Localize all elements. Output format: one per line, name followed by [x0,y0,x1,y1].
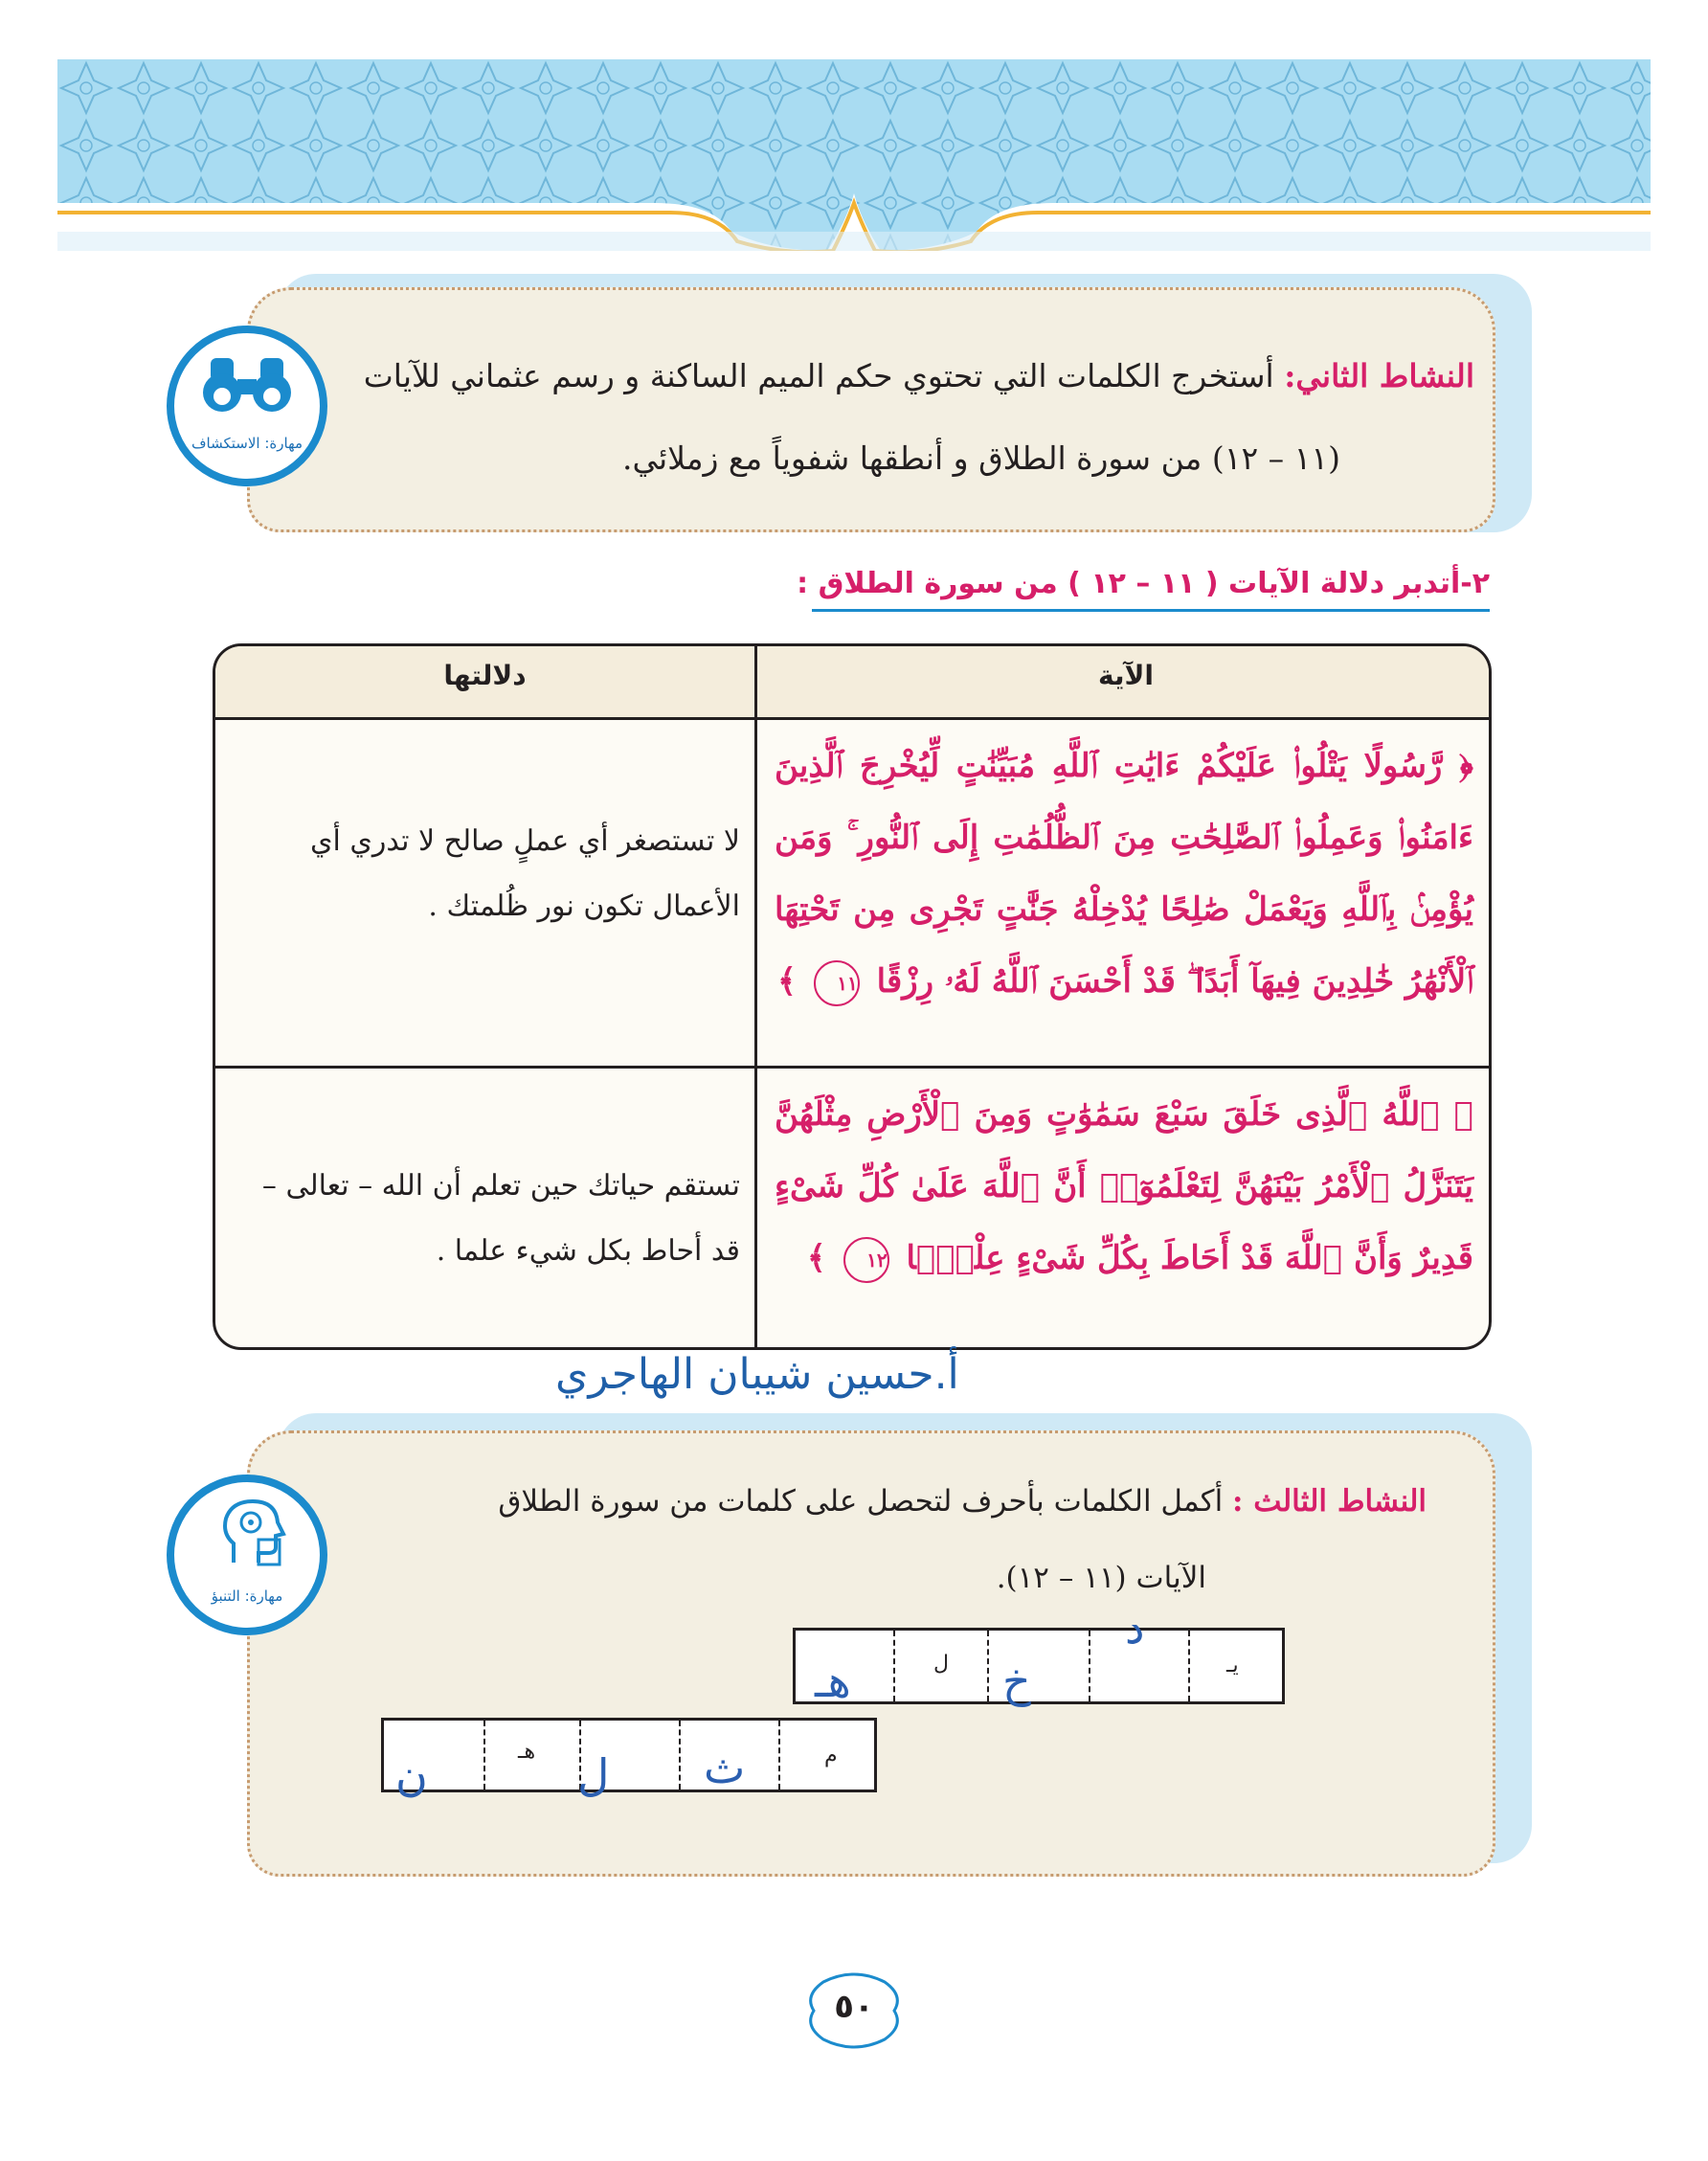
verse-1-text: ﴿ رَّسُولًا يَتْلُوا۟ عَلَيْكُمْ ءَايَٰتِ ٱللَّهِ مُبَيِّنَٰتٍ لِّيُخْرِجَ ٱلَّذِينَ ءَامَنُوا۟ وَعَمِلُوا۟ ٱلصَّٰلِحَٰتِ مِنَ ٱلظُّلُمَٰتِ إِلَى ٱلنُّورِ ۚ وَمَن يُؤْمِنۢ بِٱللَّهِ وَيَعْمَلْ صَٰلِحًا يُدْخِلْهُ جَنَّٰتٍ تَجْرِى مِن تَحْتِهَا ٱلْأَنْهَٰرُ خَٰلِدِينَ فِيهَآ أَبَدًا ۖ قَدْ أَحْسَنَ ٱللَّهُ لَهُۥ رِزْقًا [775,747,1473,1001]
section2-underline [812,609,1490,612]
section2-heading: ٢-أتدبر دلالة الآيات ( ١١ – ١٢ ) من سورة الطلاق : [797,567,1490,600]
word1-written-letter: خ [1002,1655,1031,1707]
activity2-line1-text: أستخرج الكلمات التي تحتوي حكم الميم الساكنة و رسم عثماني للآيات [363,357,1274,394]
word2-given-letter: م [824,1744,838,1767]
word2-written-letter: ن [395,1749,428,1801]
table-column-divider [754,646,757,1347]
table-row-2-meaning: تستقم حياتك حين تعلم أن الله – تعالى – قد أحاط بكل شيء علما . [261,1169,740,1268]
word2-written-letter: ث [704,1742,746,1793]
header-verse: الآية [1098,660,1154,691]
header-pattern-band [57,59,1651,251]
cell-divider [893,1631,895,1701]
activity3-line2: الآيات (١١ – ١٢). [996,1561,1206,1595]
table-row-1-meaning: لا تستصغر أي عملٍ صالح لا تدري أي الأعمال تكون نور ظُلمتك . [310,824,740,923]
verses-table [213,643,1492,1350]
activity3-skill-badge [167,1474,327,1635]
ayah-number-11: ١١ [814,960,860,1006]
activity2-line1 [306,335,1474,417]
activity2-skill-label: مهارة: الاستكشاف [191,435,303,452]
cell-divider [679,1721,681,1790]
word1-written-letter: د [1125,1602,1145,1654]
cell-divider [1188,1631,1190,1701]
thinking-head-icon [214,1496,291,1572]
cell-divider [483,1721,485,1790]
activity3-line1 [402,1463,1427,1540]
activity3-title: النشاط الثالث : [1232,1484,1427,1519]
word1-given-letter: يـ [1226,1654,1239,1677]
page-number: ٥٠ [834,1988,874,2026]
word2-written-letter: ل [577,1749,610,1801]
letter-box-word1 [793,1602,1285,1707]
verse-1-close: ﴾ [776,962,797,1001]
word1-written-letter: هـ [815,1655,851,1707]
activity2-title: النشاط الثاني: [1284,357,1474,394]
activity2-line2: (١١ – ١٢) من سورة الطلاق و أنطقها شفوياً مع زملائي. [621,439,1340,477]
table-row-1-verse [775,731,1473,1018]
table-row-2-verse [775,1079,1473,1294]
word1-given-letter: ل [933,1652,949,1676]
activity3-line1-text: أكمل الكلمات بأحرف لتحصل على كلمات من سورة الطلاق [498,1484,1224,1519]
activity3-skill-label: مهارة: التنبؤ [211,1587,283,1605]
activity2-skill-badge [167,326,327,486]
activity3-text [402,1463,1427,1616]
cell-divider [1089,1631,1090,1701]
verse-2-text: ﴿ ٱللَّهُ ٱلَّذِى خَلَقَ سَبْعَ سَمَٰوَٰتٍ وَمِنَ ٱلْأَرْضِ مِثْلَهُنَّ يَتَنَزَّلُ ٱلْأَمْرُ بَيْنَهُنَّ لِتَعْلَمُوٓا۟ أَنَّ ٱللَّهَ عَلَىٰ كُلِّ شَىْءٍ قَدِيرٌ وَأَنَّ ٱللَّهَ قَدْ أَحَاطَ بِكُلِّ شَىْءٍ عِلْمًۢا [775,1095,1473,1277]
ayah-number-12: ١٢ [843,1237,889,1283]
binoculars-icon [201,350,293,417]
letter-box-word2 [381,1718,877,1801]
verse-2-close: ﴾ [806,1239,826,1277]
table-row-divider [215,1066,1489,1069]
word2-given-letter: هـ [518,1740,536,1764]
cell-divider [778,1721,780,1790]
activity2-text [306,335,1474,500]
author-watermark: أ.حسين شيبان الهاجري [555,1350,959,1399]
header-meaning: دلالتها [443,660,527,691]
cell-divider [987,1631,989,1701]
